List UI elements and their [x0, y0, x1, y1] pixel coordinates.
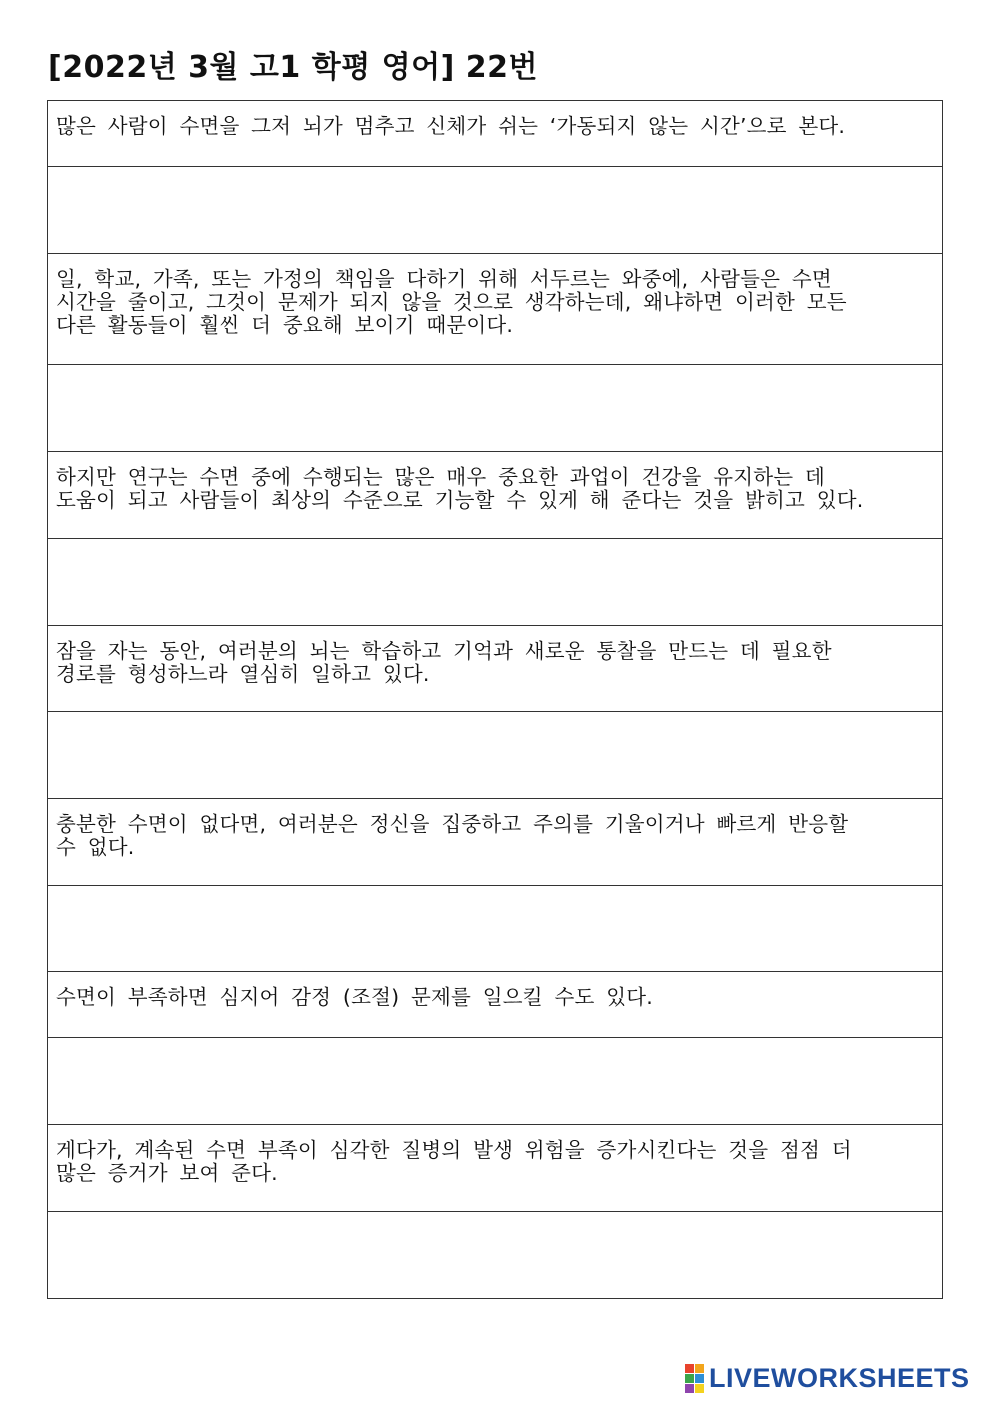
- sentence-row: [48, 1125, 942, 1212]
- answer-field[interactable]: [48, 1038, 942, 1125]
- sentence-row: [48, 799, 942, 886]
- korean-sentence: 수면이 부족하면 심지어 감정 (조절) 문제를 일으킬 수도 있다.: [56, 985, 653, 1009]
- liveworksheets-footer: [685, 1363, 970, 1394]
- answer-field[interactable]: [48, 365, 942, 452]
- sentence-row: [48, 972, 942, 1038]
- korean-sentence: 하지만 연구는 수면 중에 수행되는 많은 매우 중요한 과업이 건강을 유지하는 데 도움이 되고 사람들이 최상의 수준으로 기능할 수 있게 해 준다는 것을 밝히고 있다.: [56, 465, 864, 512]
- answer-field[interactable]: [48, 712, 942, 799]
- korean-sentence: 충분한 수면이 없다면, 여러분은 정신을 집중하고 주의를 기울이거나 빠르게 반응할 수 없다.: [56, 812, 849, 859]
- sentence-row: [48, 101, 942, 167]
- worksheet-title: [2022년 3월 고1 학평 영어] 22번: [48, 50, 538, 85]
- sentence-row: [48, 254, 942, 365]
- answer-field[interactable]: [48, 539, 942, 626]
- answer-field[interactable]: [48, 167, 942, 254]
- liveworksheets-logo-icon: [685, 1364, 705, 1393]
- sentence-row: [48, 452, 942, 539]
- answer-field[interactable]: [48, 886, 942, 972]
- korean-sentence: 일, 학교, 가족, 또는 가정의 책임을 다하기 위해 서두르는 와중에, 사람들은 수면 시간을 줄이고, 그것이 문제가 되지 않을 것으로 생각하는데, 왜냐하면 이러한 모든 다른 활동들이 훨씬 더 중요해 보이기 때문이다.: [56, 267, 847, 337]
- answer-field[interactable]: [48, 1212, 942, 1298]
- brand-name: LIVEWORKSHEETS: [709, 1363, 970, 1393]
- sentence-row: [48, 626, 942, 712]
- korean-sentence: 많은 사람이 수면을 그저 뇌가 멈추고 신체가 쉬는 ‘가동되지 않는 시간’으로 본다.: [56, 114, 846, 138]
- korean-sentence: 게다가, 계속된 수면 부족이 심각한 질병의 발생 위험을 증가시킨다는 것을 점점 더 많은 증거가 보여 준다.: [56, 1138, 852, 1185]
- worksheet-table: [47, 100, 943, 1299]
- korean-sentence: 잠을 자는 동안, 여러분의 뇌는 학습하고 기억과 새로운 통찰을 만드는 데 필요한 경로를 형성하느라 열심히 일하고 있다.: [56, 639, 832, 686]
